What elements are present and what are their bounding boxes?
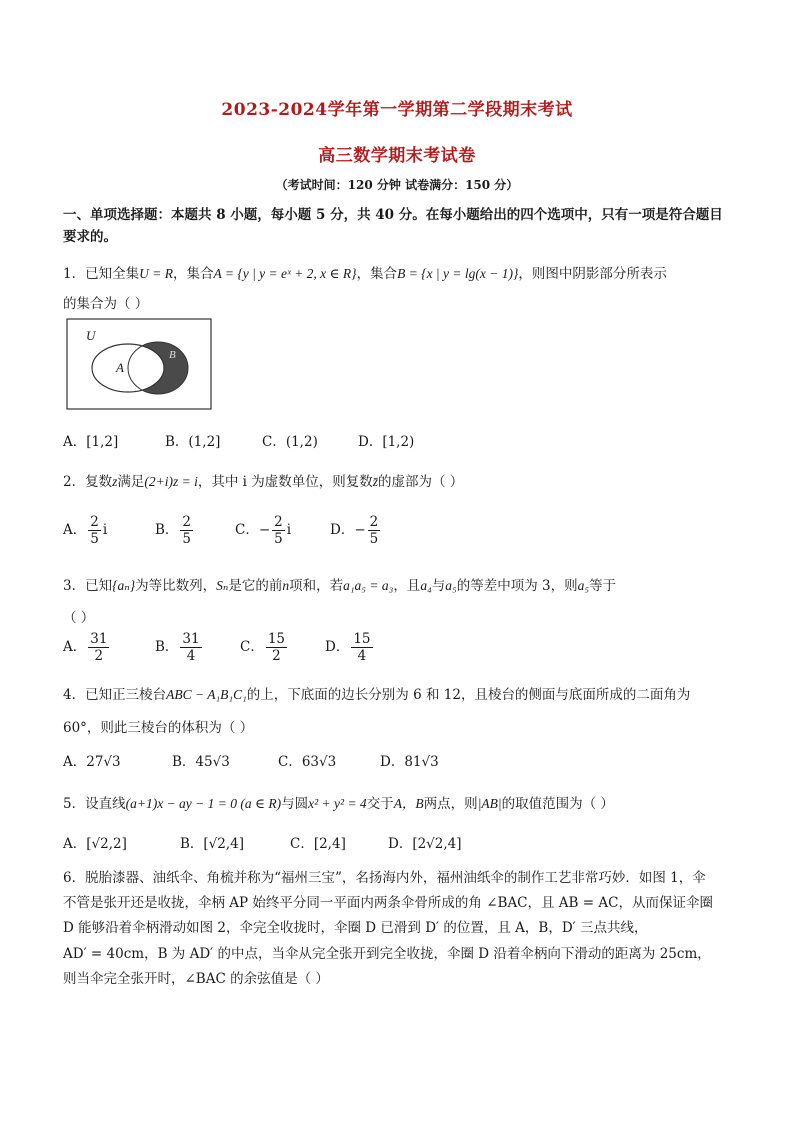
venn-label-u: U: [86, 328, 96, 343]
exam-subtitle: 高三数学期末考试卷: [318, 146, 476, 166]
q2-option-d: D．− $\frac{2}{5}$: [330, 514, 379, 547]
question-1-cont: 的集合为（ ）: [63, 296, 149, 312]
question-4: 4．已知正三棱台ABC − A₁B₁C₁的上，下底面的边长分别为 6 和 12，且棱台的侧面与底面所成的二面角为: [63, 687, 691, 703]
section-heading-cont: 要求的。: [63, 229, 117, 245]
question-6-line-3: D 能够沿着伞柄滑动如图 2，伞完全收拢时，伞圈 D 已滑到 D′ 的位置，且 A，B，D′ 三点共线，: [63, 920, 648, 936]
exam-title: 2023-2024学年第一学期第二学段期末考试: [221, 100, 573, 120]
q5-option-d: D．[2√2,4]: [388, 836, 462, 852]
question-3-cont: （ ）: [63, 610, 95, 626]
q3-option-b: B． $\frac{31}{4}$: [155, 631, 200, 664]
question-2: 2．复数z满足(2+i)z = i，其中 i 为虚数单位，则复数z̄的虚部为（ ）: [63, 474, 464, 490]
q4-option-c: C．63√3: [278, 754, 337, 770]
q1-option-d: D．[1,2): [358, 434, 415, 450]
question-4-cont: 60°，则此三棱台的体积为（ ）: [63, 720, 254, 736]
question-6-line-2: 不管是张开还是收拢，伞柄 AP 始终平分同一平面内两条伞骨所成的角 ∠BAC，且 AB = AC，从而保证伞圈: [63, 895, 713, 911]
venn-label-a: A: [116, 360, 124, 375]
venn-label-b: B: [169, 349, 176, 361]
q5-option-b: B．[√2,4]: [180, 836, 245, 852]
q3-option-c: C． $\frac{15}{2}$: [240, 631, 286, 664]
question-6-line-4: AD′ = 40cm，B 为 AD′ 的中点，当伞从完全张开到完全收拢，伞圈 D 沿着伞柄向下滑动的距离为 25cm，: [63, 946, 711, 962]
q4-option-a: A．27√3: [63, 754, 121, 770]
question-6-line-5: 则当伞完全张开时，∠BAC 的余弦值是（ ）: [63, 971, 329, 987]
q2-option-b: B． $\frac{2}{5}$: [155, 514, 192, 547]
exam-info: （考试时间：120 分钟 试卷满分：150 分）: [275, 178, 519, 192]
q5-option-a: A．[√2,2]: [63, 836, 127, 852]
q4-option-d: D．81√3: [380, 754, 439, 770]
q3-option-a: A． $\frac{31}{2}$: [63, 631, 108, 664]
question-5: 5．设直线(a+1)x − ay − 1 = 0 (a ∈ R)与圆x² + y² = 4交于A，B两点，则|AB|的取值范围为（ ）: [63, 796, 614, 812]
q4-option-b: B．45√3: [172, 754, 230, 770]
q2-option-a: A． $\frac{2}{5}$ i: [63, 514, 108, 547]
section-heading: 一、单项选择题：本题共 8 小题，每小题 5 分，共 40 分。在每小题给出的四个选项中，只有一项是符合题目: [63, 207, 723, 223]
q5-option-c: C．[2,4]: [290, 836, 346, 852]
question-6-line-1: 6．脱胎漆器、油纸伞、角梳并称为“福州三宝”，名扬海内外，福州油纸伞的制作工艺非常巧妙．如图 1，伞: [63, 870, 706, 886]
question-1: 1．已知全集U = R，集合A = {y | y = eˣ + 2, x ∈ R}，集合B = {x | y = lg(x − 1)}，则图中阴影部分所表示: [63, 266, 667, 282]
q2-option-c: C．− $\frac{2}{5}$ i: [235, 514, 292, 547]
q1-option-c: C．(1,2): [262, 434, 318, 450]
q1-option-b: B．(1,2]: [165, 434, 221, 450]
q1-option-a: A．[1,2]: [63, 434, 119, 450]
venn-diagram: [66, 318, 212, 410]
question-3: 3．已知{aₙ}为等比数列，Sₙ是它的前n项和，若a₁a₅ = a₃，且a₄与a₅的等差中项为 3，则a₅等于: [63, 578, 617, 594]
q3-option-d: D． $\frac{15}{4}$: [325, 631, 371, 664]
